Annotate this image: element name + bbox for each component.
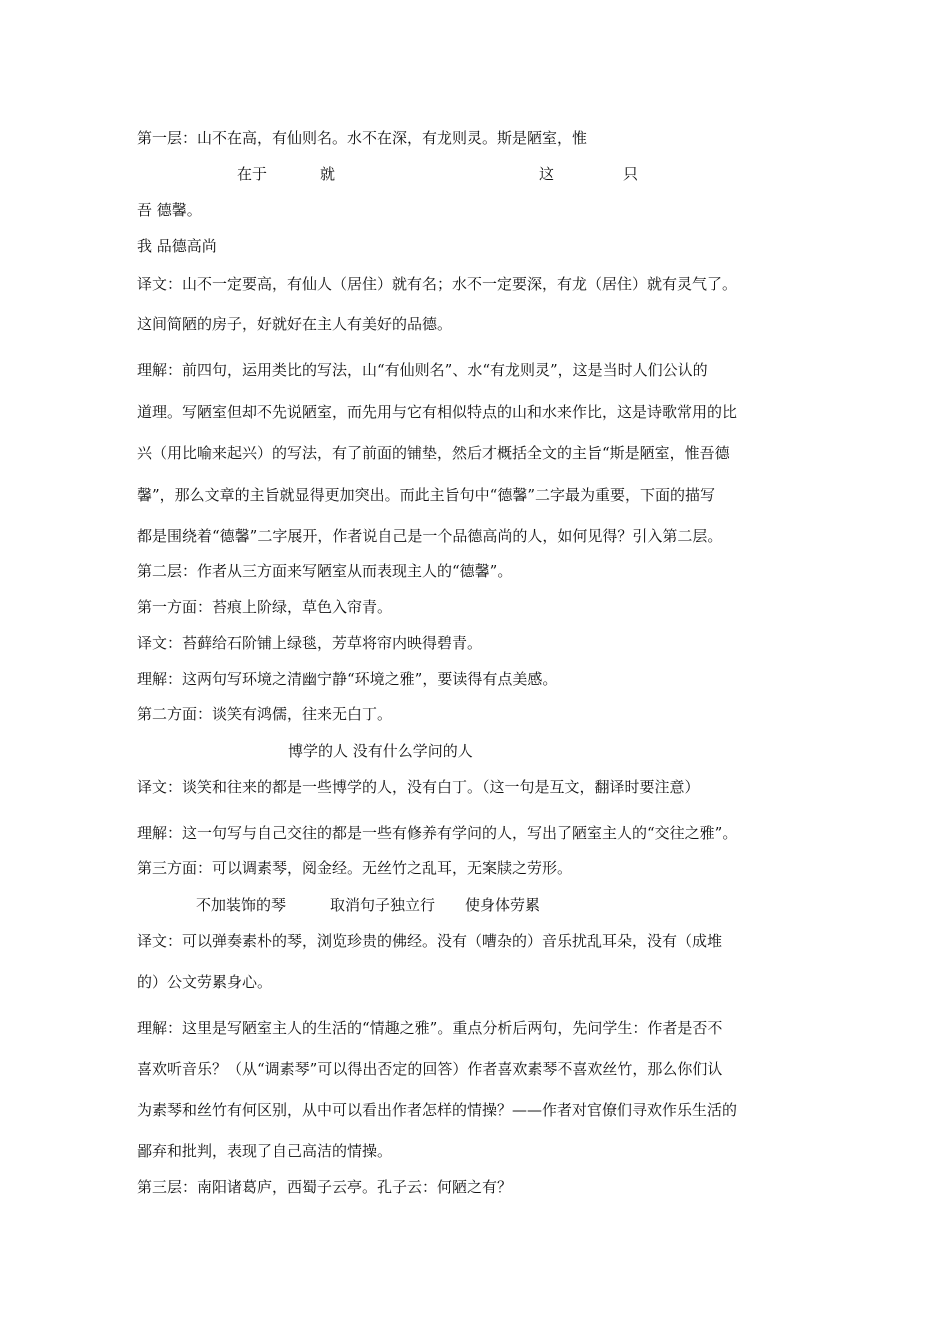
text-line: 鄙弃和批判，表现了自己高洁的情操。 [137,1142,393,1160]
text-line: 译文：谈笑和往来的都是一些博学的人，没有白丁。（这一句是互文，翻译时要注意） [137,778,700,796]
text-line: 第一层：山不在高，有仙则名。水不在深，有龙则灵。斯是陋室，惟 [137,129,588,147]
text-line: 馨”，那么文章的主旨就显得更加突出。而此主旨句中“德馨”二字最为重要，下面的描写 [137,486,716,504]
text-line: 这间简陋的房子，好就好在主人有美好的品德。 [137,315,453,333]
text-line: 的）公文劳累身心。 [137,973,273,991]
gloss-note: 在于 [237,165,268,183]
gloss-note: 这 [539,165,555,183]
text-line: 道理。写陋室但却不先说陋室，而先用与它有相似特点的山和水来作比，这是诗歌常用的比 [137,403,738,421]
text-line: 第二方面：谈笑有鸿儒，往来无白丁。 [137,705,393,723]
text-line: 第二层：作者从三方面来写陋室从而表现主人的“德馨”。 [137,562,513,580]
text-line: 译文：苔藓给石阶铺上绿毯，芳草将帘内映得碧青。 [137,634,483,652]
text-line: 第三方面：可以调素琴，阅金经。无丝竹之乱耳，无案牍之劳形。 [137,859,573,877]
text-line: 译文：山不一定要高，有仙人（居住）就有名；水不一定要深，有龙（居住）就有灵气了。 [137,275,738,293]
text-line: 兴（用比喻来起兴）的写法，有了前面的铺垫，然后才概括全文的主旨“斯是陋室，惟吾德 [137,444,730,462]
gloss-note: 使身体劳累 [465,896,541,914]
gloss-note: 不加装饰的琴 [196,896,287,914]
text-line: 吾 德馨。 [137,201,202,219]
gloss-note: 博学的人 没有什么学问的人 [288,742,473,760]
gloss-note: 只 [623,165,639,183]
text-line: 我 品德高尚 [137,237,217,255]
text-line: 理解：这一句写与自己交往的都是一些有修养有学问的人，写出了陋室主人的“交往之雅”。 [137,824,738,842]
text-line: 第三层：南阳诸葛庐，西蜀子云亭。孔子云：何陋之有？ [137,1178,513,1196]
gloss-note: 取消句子独立行 [330,896,436,914]
text-line: 理解：这两句写环境之清幽宁静“环境之雅”，要读得有点美感。 [137,670,558,688]
text-line: 都是围绕着“德馨”二字展开，作者说自己是一个品德高尚的人，如何见得？引入第二层。 [137,527,723,545]
text-line: 译文：可以弹奏素朴的琴，浏览珍贵的佛经。没有（嘈杂的）音乐扰乱耳朵，没有（成堆 [137,932,723,950]
text-line: 喜欢听音乐？（从“调素琴”可以得出否定的回答）作者喜欢素琴不喜欢丝竹，那么你们认 [137,1060,723,1078]
text-line: 第一方面：苔痕上阶绿，草色入帘青。 [137,598,393,616]
text-line: 为素琴和丝竹有何区别，从中可以看出作者怎样的情操？——作者对官僚们寻欢作乐生活的 [137,1101,738,1119]
gloss-note: 就 [320,165,336,183]
text-line: 理解：前四句，运用类比的写法，山“有仙则名”、水“有龙则灵”，这是当时人们公认的 [137,361,708,379]
text-line: 理解：这里是写陋室主人的生活的“情趣之雅”。重点分析后两句，先问学生：作者是否不 [137,1019,723,1037]
